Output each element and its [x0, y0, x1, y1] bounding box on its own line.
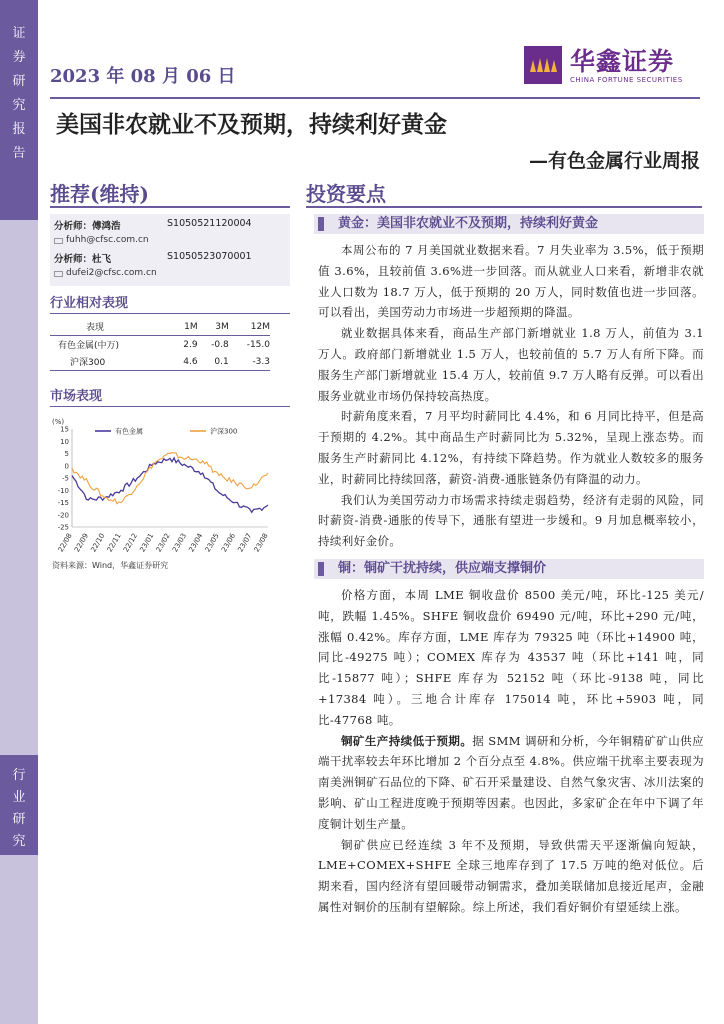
y-tick-label: -25 — [57, 523, 69, 532]
market-title: 市场表现 — [50, 389, 103, 404]
heading-bar-icon — [318, 217, 324, 231]
section-heading-gold: 黄金：美国非农就业不及预期，持续利好黄金 — [314, 214, 704, 234]
x-tick-label: 23/04 — [187, 532, 205, 554]
report-date: 2023 年 08 月 06 日 — [50, 66, 236, 87]
analyst-1-cert: S1050521120004 — [167, 218, 252, 229]
main-heading-divider — [306, 206, 702, 208]
perf-title: 行业相对表现 — [50, 296, 129, 311]
main-heading: 投资要点 — [306, 182, 386, 206]
x-tick-label: 22/12 — [122, 532, 140, 554]
analyst-2-cert: S1050523070001 — [167, 251, 252, 262]
table-row: 有色金属(中万) 2.9 -0.8 -15.0 — [58, 339, 270, 351]
x-tick-label: 22/11 — [105, 532, 123, 554]
market-divider — [50, 406, 290, 407]
x-tick-label: 23/07 — [236, 532, 254, 554]
analyst-1: 分析师：傅鸿浩 S1050521120004 — [54, 218, 252, 232]
logo-text-cn: 华鑫证券 — [570, 47, 675, 76]
x-tick-label: 23/08 — [252, 532, 270, 554]
paragraph: 我们认为美国劳动力市场需求持续走弱趋势，经济有走弱的风险，同时薪资-消费-通胀的传导下，通胀有望进一步缓和。9 月加息概率较小，持续利好金价。 — [318, 492, 704, 549]
x-tick-label: 23/02 — [154, 532, 172, 554]
paragraph: 铜矿供应已经连续 3 年不及预期，导致供需天平逐渐偏向短缺，LME+COMEX+SHFE 全球三地库存到了 17.5 万吨的绝对低位。后期来看，国内经济有望回暖带动铜需求，叠加美联储加息接近尾声，金融属性对铜价的压制有望解除。综上所述，我们看好铜价有望延续上涨。 — [318, 837, 704, 914]
x-tick-label: 23/06 — [220, 532, 238, 554]
x-tick-label: 22/08 — [56, 532, 74, 554]
rating-divider — [50, 206, 290, 208]
x-tick-label: 23/01 — [138, 532, 156, 554]
y-tick-label: -15 — [57, 499, 69, 507]
left-panel — [50, 214, 290, 407]
sidebar-top-label: 证 券 研 究 报 告 — [0, 0, 38, 220]
paragraph: 就业数据具体来看，商品生产部门新增就业 1.8 万人，前值为 3.1 万人。政府部门新增就业 1.5 万人，也较前值的 5.7 万人有所下降。而服务生产部门新增就业 15.4 万人，较前值 9.7 万人略有反弹。可以看出服务业就业市场仍保持较高热度。 — [318, 326, 704, 403]
report-subtitle: —有色金属行业周报 — [528, 150, 700, 172]
perf-divider — [50, 313, 290, 314]
y-tick-label: -10 — [57, 486, 69, 495]
logo-emblem-icon — [524, 46, 562, 84]
table-header-row: 表现 1M 3M 12M — [50, 318, 270, 336]
logo-text-en: CHINA FORTUNE SECURITIES — [570, 76, 683, 84]
table-row: 沪深300 4.6 0.1 -3.3 — [50, 353, 270, 371]
x-tick-label: 23/03 — [171, 532, 189, 554]
paragraph: 价格方面，本周 LME 铜收盘价 8500 美元/吨，环比-125 美元/吨，跌幅 1.45%。SHFE 铜收盘价 69490 元/吨，环比+290 元/吨，涨幅 0.42%。库存方面，LME 库存为 79325 吨（环比+14900 吨，同比-49275 吨）；COMEX 库存为 43537 吨（环比+141 吨，同比-15877 吨）；SHFE 库存为 52152 吨（环比-9138 吨，同比+17384 吨）。三地合计库存 175014 吨，环比+5903 吨，同比-47768 吨。 — [318, 587, 704, 727]
y-tick-label: -20 — [57, 511, 69, 520]
sidebar-bottom-label: 行 业 研 究 — [12, 768, 26, 849]
y-tick-label: 10 — [60, 437, 69, 446]
copper-body — [314, 579, 704, 918]
y-tick-label: -5 — [62, 474, 69, 483]
body-column — [314, 214, 704, 918]
envelope-icon — [54, 271, 63, 277]
analyst-2-email[interactable]: dufei2@cfsc.com.cn — [54, 268, 286, 284]
y-axis-unit: (%) — [52, 418, 65, 426]
analyst-box — [50, 214, 290, 286]
market-chart-svg — [50, 415, 280, 565]
heading-bar-icon — [318, 562, 324, 576]
y-tick-label: 15 — [60, 425, 69, 434]
x-tick-label: 22/09 — [73, 532, 91, 554]
series-line-hs300 — [72, 453, 268, 504]
legend-label: 沪深300 — [210, 427, 238, 436]
envelope-icon — [54, 238, 63, 244]
paragraph: 时薪角度来看，7 月平均时薪同比 4.4%，和 6 月同比持平，但是高于预期的 4.2%。其中商品生产时薪同比为 5.32%，呈现上涨态势。而服务生产时薪同比 4.12%，有持续下降趋势。作为就业人数较多的服务业，时薪同比持续回落，薪资-消费-通胀链条仍有降温的动力。 — [318, 409, 704, 486]
report-title: 美国非农就业不及预期，持续利好黄金 — [56, 111, 447, 138]
market-chart — [50, 415, 280, 575]
chart-source: 资料来源：Wind，华鑫证券研究 — [52, 561, 169, 570]
y-tick-label: 0 — [64, 462, 69, 471]
x-tick-label: 22/10 — [89, 532, 107, 554]
paragraph: 本周公布的 7 月美国就业数据来看。7 月失业率为 3.5%，低于预期值 3.6%，且较前值 3.6%进一步回落。而从就业人口来看，新增非农就业人口数为 18.7 万人，低于预期的 20 万人，同时数值也进一步回落。可以看出，美国劳动力市场进一步超预期的降温。 — [318, 243, 704, 320]
rating-label: 推荐(维持) — [50, 182, 149, 206]
paragraph-bold-lead: 铜矿生产持续低于预期。据 SMM 调研和分析，今年铜精矿矿山供应端干扰率较去年环比增加 2 个百分点至 4.8%。供应端干扰率主要表现为南美洲铜矿石品位的下降、矿石开采量建设、自然气象灾害、冰川法案的影响、矿山工程进度晚于预期等因素。也因此，多家矿企在年中下调了年度铜计划生产量。 — [318, 733, 704, 831]
analyst-2: 分析师：杜飞 S1050523070001 — [54, 251, 252, 265]
perf-table — [50, 318, 270, 371]
y-tick-label: 5 — [64, 450, 69, 458]
section-heading-copper: 铜：铜矿干扰持续，供应端支撑铜价 — [314, 559, 704, 579]
analyst-1-email[interactable]: fuhh@cfsc.com.cn — [54, 235, 286, 251]
header-divider — [50, 97, 700, 99]
x-tick-label: 23/05 — [203, 532, 221, 554]
legend-label: 有色金属 — [115, 427, 143, 436]
gold-body — [314, 234, 704, 552]
